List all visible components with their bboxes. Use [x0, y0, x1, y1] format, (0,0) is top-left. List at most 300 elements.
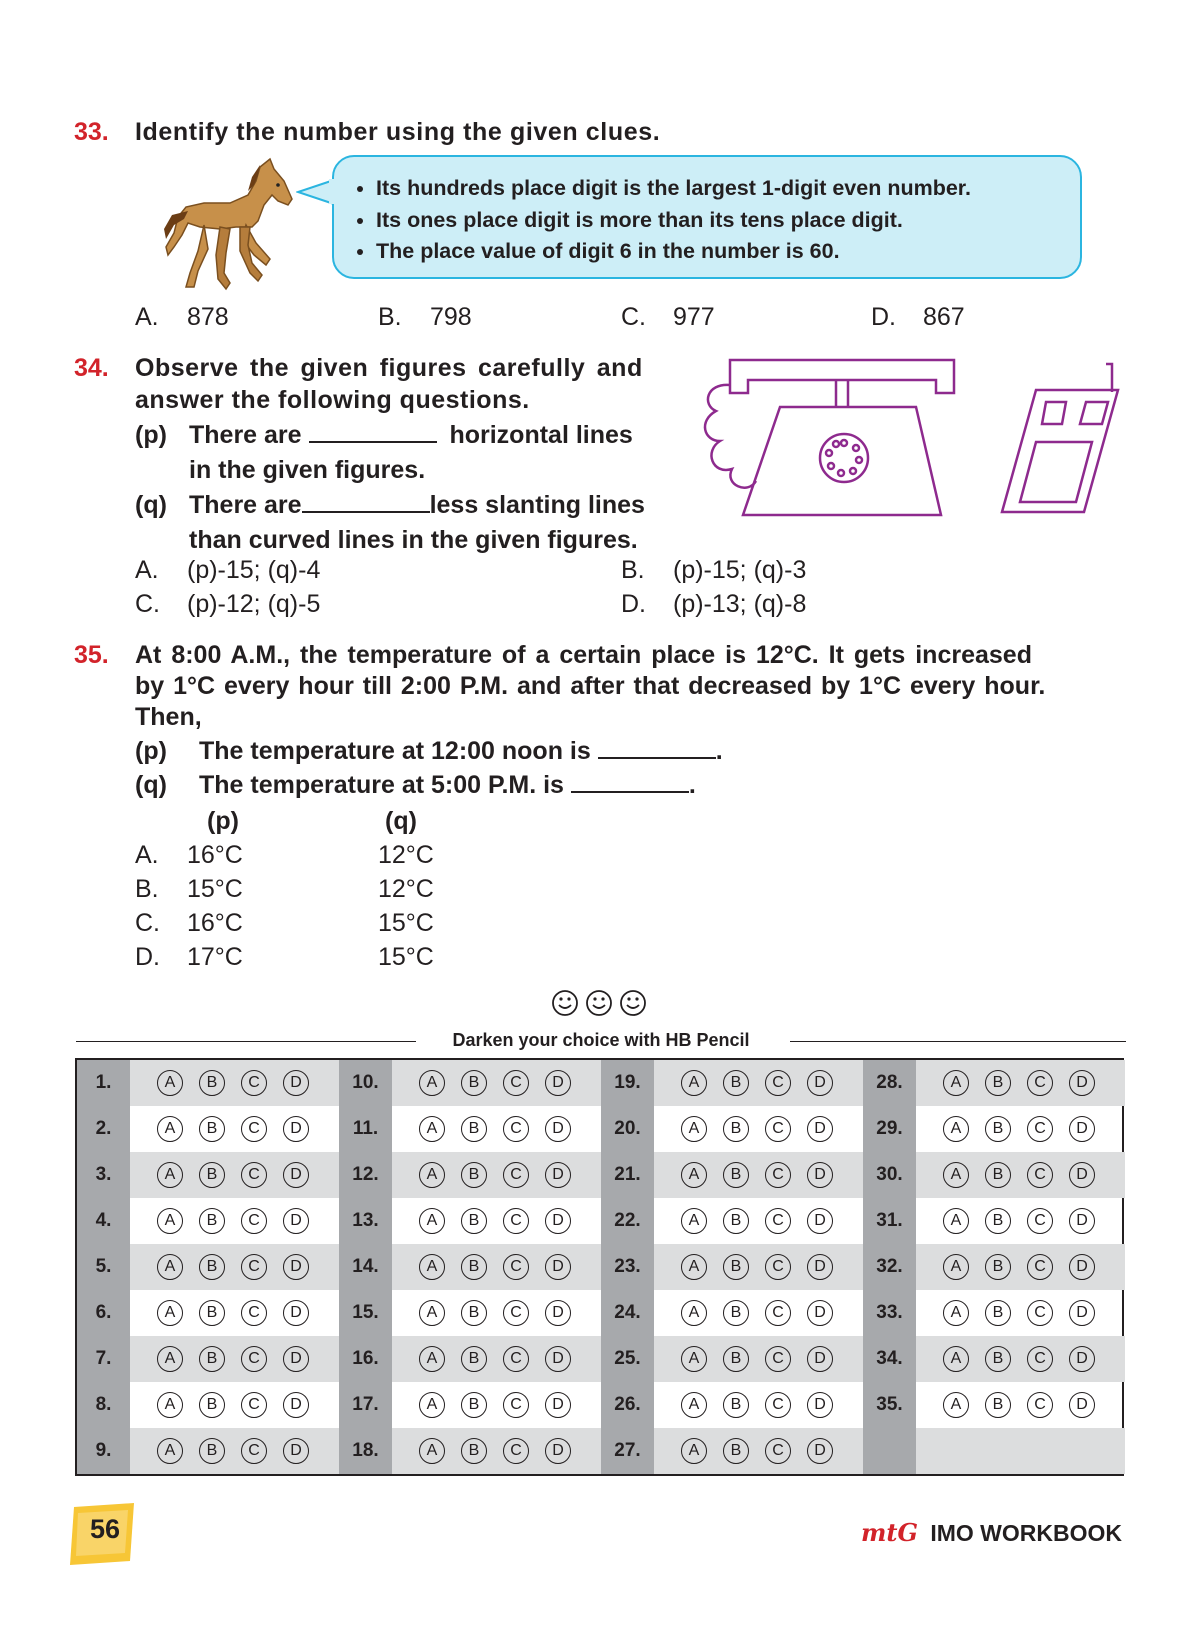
brand	[861, 1518, 1122, 1547]
page-number: 56	[89, 1514, 121, 1544]
question-number: 32.	[863, 1244, 916, 1290]
choice-bubble-b[interactable]: B	[199, 1070, 225, 1096]
option-letter: D.	[621, 590, 646, 618]
choice-bubble-d[interactable]: D	[807, 1070, 833, 1096]
q35-number: 35.	[74, 641, 109, 669]
clue-item: • The place value of digit 6 in the number is 60.	[376, 236, 1080, 268]
empty-choice-cell	[916, 1428, 1125, 1474]
choice-bubble-c[interactable]: C	[765, 1346, 791, 1372]
q34-q-line2: than curved lines in the given figures.	[189, 526, 638, 554]
choice-bubble-d[interactable]: D	[1069, 1116, 1095, 1142]
choice-bubble-a[interactable]: A	[943, 1392, 969, 1418]
choice-bubble-b[interactable]: B	[461, 1116, 487, 1142]
clue-item: • Its hundreds place digit is the largest 1-digit even number.	[376, 173, 1080, 205]
question-number: 33.	[863, 1290, 916, 1336]
choice-bubble-a[interactable]: A	[681, 1300, 707, 1326]
choice-bubble-d[interactable]: D	[807, 1438, 833, 1464]
choice-bubbles	[916, 1336, 1125, 1382]
choice-bubble-d[interactable]: D	[283, 1070, 309, 1096]
q34-p-line2: in the given figures.	[189, 456, 426, 484]
choice-bubble-a[interactable]: A	[157, 1162, 183, 1188]
choice-bubble-c[interactable]: C	[1027, 1162, 1053, 1188]
answer-row	[339, 1106, 601, 1152]
choice-bubble-a[interactable]: A	[157, 1116, 183, 1142]
q34-option-d	[621, 590, 806, 619]
choice-bubbles	[130, 1244, 339, 1290]
q35-line2: by 1°C every hour till 2:00 P.M. and after that decreased by 1°C every hour.	[135, 672, 1046, 700]
option-p: 16°C	[187, 909, 243, 937]
option-value: 878	[187, 303, 229, 331]
choice-bubbles	[130, 1382, 339, 1428]
choice-bubble-a[interactable]: A	[681, 1254, 707, 1280]
answer-row	[863, 1382, 1125, 1428]
q35-p-period: .	[715, 737, 723, 765]
answer-row	[863, 1244, 1125, 1290]
answer-row	[77, 1290, 339, 1336]
choice-bubbles	[654, 1382, 863, 1428]
brand-logo: mtG	[860, 1518, 918, 1547]
choice-bubble-b[interactable]: B	[461, 1162, 487, 1188]
choice-bubble-c[interactable]: C	[503, 1116, 529, 1142]
question-number: 35.	[863, 1382, 916, 1428]
smiley-icons	[550, 988, 650, 1018]
option-value: 977	[673, 303, 715, 331]
choice-bubble-b[interactable]: B	[985, 1070, 1011, 1096]
choice-bubble-b[interactable]: B	[461, 1392, 487, 1418]
choice-bubble-c[interactable]: C	[503, 1208, 529, 1234]
question-number: 20.	[601, 1106, 654, 1152]
choice-bubble-a[interactable]: A	[943, 1254, 969, 1280]
choice-bubble-d[interactable]: D	[807, 1254, 833, 1280]
choice-bubble-d[interactable]: D	[1069, 1346, 1095, 1372]
choice-bubbles	[392, 1106, 601, 1152]
option-letter: A.	[135, 556, 159, 584]
choice-bubbles	[916, 1106, 1125, 1152]
answer-row	[863, 1060, 1125, 1106]
choice-bubbles	[392, 1428, 601, 1474]
telephone-figure	[698, 355, 956, 520]
option-letter: C.	[135, 909, 160, 937]
choice-bubbles	[654, 1198, 863, 1244]
choice-bubble-a[interactable]: A	[419, 1208, 445, 1234]
question-number: 19.	[601, 1060, 654, 1106]
choice-bubble-c[interactable]: C	[1027, 1346, 1053, 1372]
choice-bubble-a[interactable]: A	[943, 1070, 969, 1096]
choice-bubble-d[interactable]: D	[283, 1162, 309, 1188]
empty-number-cell	[863, 1428, 916, 1474]
answer-row	[77, 1382, 339, 1428]
choice-bubble-d[interactable]: D	[545, 1438, 571, 1464]
choice-bubble-b[interactable]: B	[199, 1254, 225, 1280]
choice-bubble-b[interactable]: B	[723, 1392, 749, 1418]
choice-bubble-d[interactable]: D	[283, 1116, 309, 1142]
choice-bubble-a[interactable]: A	[157, 1070, 183, 1096]
choice-bubble-d[interactable]: D	[807, 1300, 833, 1326]
choice-bubble-a[interactable]: A	[681, 1438, 707, 1464]
choice-bubble-c[interactable]: C	[241, 1162, 267, 1188]
question-number: 2.	[77, 1106, 130, 1152]
choice-bubbles	[916, 1290, 1125, 1336]
q35-p-text: The temperature at 12:00 noon is	[199, 737, 591, 765]
question-number: 34.	[863, 1336, 916, 1382]
choice-bubble-d[interactable]: D	[1069, 1162, 1095, 1188]
q35-q-line	[199, 771, 696, 800]
choice-bubble-d[interactable]: D	[1069, 1208, 1095, 1234]
question-number: 14.	[339, 1244, 392, 1290]
choice-bubble-b[interactable]: B	[199, 1116, 225, 1142]
choice-bubble-d[interactable]: D	[807, 1346, 833, 1372]
choice-bubble-a[interactable]: A	[419, 1438, 445, 1464]
choice-bubbles	[130, 1428, 339, 1474]
q33-option-d	[871, 303, 965, 332]
choice-bubble-d[interactable]: D	[545, 1162, 571, 1188]
q34-p-label: (p)	[135, 421, 167, 449]
option-letter: C.	[135, 590, 160, 618]
choice-bubbles	[392, 1198, 601, 1244]
question-number: 13.	[339, 1198, 392, 1244]
choice-bubble-b[interactable]: B	[723, 1438, 749, 1464]
option-letter: B.	[621, 556, 645, 584]
question-number: 24.	[601, 1290, 654, 1336]
choice-bubble-c[interactable]: C	[765, 1300, 791, 1326]
clue-bubble	[332, 155, 1082, 279]
choice-bubble-a[interactable]: A	[157, 1438, 183, 1464]
choice-bubbles	[916, 1060, 1125, 1106]
choice-bubble-d[interactable]: D	[1069, 1070, 1095, 1096]
answer-row	[339, 1152, 601, 1198]
choice-bubble-b[interactable]: B	[199, 1346, 225, 1372]
choice-bubble-a[interactable]: A	[681, 1162, 707, 1188]
choice-bubble-d[interactable]: D	[283, 1254, 309, 1280]
choice-bubbles	[654, 1060, 863, 1106]
choice-bubbles	[916, 1152, 1125, 1198]
choice-bubble-c[interactable]: C	[241, 1346, 267, 1372]
q34-line1: Observe the given figures carefully and	[135, 354, 643, 382]
question-number: 18.	[339, 1428, 392, 1474]
choice-bubble-b[interactable]: B	[199, 1438, 225, 1464]
choice-bubble-d[interactable]: D	[1069, 1392, 1095, 1418]
choice-bubble-c[interactable]: C	[503, 1392, 529, 1418]
choice-bubble-a[interactable]: A	[681, 1070, 707, 1096]
answer-column	[77, 1060, 339, 1474]
choice-bubble-c[interactable]: C	[765, 1208, 791, 1234]
q34-q-label: (q)	[135, 491, 167, 519]
q35-q-blank	[571, 771, 689, 793]
choice-bubble-a[interactable]: A	[943, 1162, 969, 1188]
choice-bubble-b[interactable]: B	[723, 1162, 749, 1188]
choice-bubbles	[916, 1244, 1125, 1290]
mobile-phone-figure	[1000, 362, 1120, 517]
choice-bubble-a[interactable]: A	[943, 1208, 969, 1234]
choice-bubbles	[654, 1428, 863, 1474]
q35-line3: Then,	[135, 703, 202, 731]
choice-bubble-c[interactable]: C	[1027, 1392, 1053, 1418]
choice-bubble-b[interactable]: B	[461, 1208, 487, 1234]
choice-bubble-a[interactable]: A	[419, 1070, 445, 1096]
choice-bubble-b[interactable]: B	[199, 1300, 225, 1326]
question-number: 5.	[77, 1244, 130, 1290]
choice-bubble-c[interactable]: C	[1027, 1070, 1053, 1096]
choice-bubble-a[interactable]: A	[157, 1254, 183, 1280]
choice-bubble-b[interactable]: B	[985, 1162, 1011, 1188]
choice-bubble-a[interactable]: A	[157, 1346, 183, 1372]
answer-row	[601, 1244, 863, 1290]
question-number: 29.	[863, 1106, 916, 1152]
choice-bubbles	[130, 1106, 339, 1152]
choice-bubble-b[interactable]: B	[461, 1346, 487, 1372]
choice-bubble-c[interactable]: C	[241, 1392, 267, 1418]
choice-bubble-d[interactable]: D	[283, 1392, 309, 1418]
choice-bubble-a[interactable]: A	[419, 1116, 445, 1142]
bubble-pointer-mask	[329, 178, 335, 206]
choice-bubble-c[interactable]: C	[503, 1300, 529, 1326]
answer-row	[601, 1060, 863, 1106]
option-value: (p)-15; (q)-3	[673, 556, 807, 584]
choice-bubble-b[interactable]: B	[985, 1346, 1011, 1372]
choice-bubble-c[interactable]: C	[765, 1254, 791, 1280]
question-number: 12.	[339, 1152, 392, 1198]
choice-bubble-a[interactable]: A	[681, 1208, 707, 1234]
choice-bubbles	[392, 1152, 601, 1198]
clue-item: • Its ones place digit is more than its tens place digit.	[376, 205, 1080, 237]
choice-bubble-d[interactable]: D	[807, 1392, 833, 1418]
option-p: 15°C	[187, 875, 243, 903]
question-number: 4.	[77, 1198, 130, 1244]
q35-q-label: (q)	[135, 771, 167, 799]
question-number: 31.	[863, 1198, 916, 1244]
choice-bubbles	[130, 1152, 339, 1198]
choice-bubble-c[interactable]: C	[241, 1438, 267, 1464]
choice-bubble-b[interactable]: B	[985, 1116, 1011, 1142]
answer-column	[601, 1060, 863, 1474]
choice-bubble-d[interactable]: D	[545, 1254, 571, 1280]
choice-bubble-c[interactable]: C	[503, 1438, 529, 1464]
choice-bubble-a[interactable]: A	[157, 1208, 183, 1234]
choice-bubble-c[interactable]: C	[241, 1208, 267, 1234]
answer-row	[601, 1106, 863, 1152]
choice-bubble-b[interactable]: B	[723, 1254, 749, 1280]
choice-bubble-c[interactable]: C	[241, 1254, 267, 1280]
choice-bubble-c[interactable]: C	[1027, 1116, 1053, 1142]
question-number: 26.	[601, 1382, 654, 1428]
choice-bubble-a[interactable]: A	[943, 1116, 969, 1142]
answer-row	[77, 1244, 339, 1290]
choice-bubble-b[interactable]: B	[461, 1438, 487, 1464]
choice-bubble-a[interactable]: A	[943, 1300, 969, 1326]
choice-bubble-c[interactable]: C	[765, 1162, 791, 1188]
q33-text: Identify the number using the given clues.	[135, 118, 661, 146]
answer-row	[339, 1244, 601, 1290]
answer-row	[863, 1290, 1125, 1336]
choice-bubble-a[interactable]: A	[943, 1346, 969, 1372]
choice-bubbles	[654, 1244, 863, 1290]
choice-bubble-b[interactable]: B	[985, 1254, 1011, 1280]
answer-row	[601, 1336, 863, 1382]
choice-bubbles	[654, 1290, 863, 1336]
answer-sheet-header	[76, 1030, 1126, 1054]
choice-bubble-d[interactable]: D	[807, 1208, 833, 1234]
question-number: 9.	[77, 1428, 130, 1474]
option-value: (p)-13; (q)-8	[673, 590, 807, 618]
option-p: 17°C	[187, 943, 243, 971]
answer-grid	[75, 1058, 1124, 1476]
answer-column	[863, 1060, 1125, 1474]
question-number: 21.	[601, 1152, 654, 1198]
choice-bubble-b[interactable]: B	[723, 1300, 749, 1326]
q35-head-q: (q)	[385, 807, 417, 835]
choice-bubble-a[interactable]: A	[157, 1300, 183, 1326]
choice-bubble-d[interactable]: D	[1069, 1300, 1095, 1326]
question-number: 27.	[601, 1428, 654, 1474]
choice-bubble-c[interactable]: C	[503, 1070, 529, 1096]
q35-option-a	[135, 841, 243, 870]
question-number: 17.	[339, 1382, 392, 1428]
q33-option-b	[378, 303, 472, 332]
q34-number: 34.	[74, 354, 109, 382]
q34-option-b	[621, 556, 806, 585]
q35-p-label: (p)	[135, 737, 167, 765]
choice-bubble-c[interactable]: C	[241, 1070, 267, 1096]
choice-bubble-b[interactable]: B	[723, 1070, 749, 1096]
q33-option-c	[621, 303, 715, 332]
choice-bubbles	[654, 1336, 863, 1382]
choice-bubble-b[interactable]: B	[723, 1208, 749, 1234]
choice-bubble-c[interactable]: C	[1027, 1300, 1053, 1326]
question-number: 23.	[601, 1244, 654, 1290]
choice-bubble-c[interactable]: C	[765, 1116, 791, 1142]
option-letter: B.	[378, 303, 402, 331]
answer-row	[339, 1198, 601, 1244]
choice-bubble-a[interactable]: A	[681, 1116, 707, 1142]
answer-row	[339, 1336, 601, 1382]
question-number: 7.	[77, 1336, 130, 1382]
choice-bubble-d[interactable]: D	[283, 1438, 309, 1464]
answer-row	[339, 1060, 601, 1106]
choice-bubble-d[interactable]: D	[283, 1208, 309, 1234]
choice-bubble-b[interactable]: B	[461, 1300, 487, 1326]
question-number: 22.	[601, 1198, 654, 1244]
choice-bubble-c[interactable]: C	[503, 1162, 529, 1188]
choice-bubble-c[interactable]: C	[241, 1116, 267, 1142]
choice-bubble-d[interactable]: D	[545, 1208, 571, 1234]
option-letter: A.	[135, 303, 159, 331]
choice-bubble-a[interactable]: A	[419, 1392, 445, 1418]
answer-row	[339, 1428, 601, 1474]
choice-bubble-d[interactable]: D	[545, 1300, 571, 1326]
choice-bubble-d[interactable]: D	[545, 1070, 571, 1096]
q34-p-blank	[309, 421, 437, 443]
choice-bubble-d[interactable]: D	[283, 1300, 309, 1326]
choice-bubble-a[interactable]: A	[419, 1346, 445, 1372]
option-p: 16°C	[187, 841, 243, 869]
q34-p-text-b: horizontal lines	[449, 421, 633, 449]
answer-row	[601, 1152, 863, 1198]
option-value: (p)-12; (q)-5	[187, 590, 321, 618]
q34-q-line1	[189, 491, 645, 520]
q35-option-c	[135, 909, 243, 938]
choice-bubble-b[interactable]: B	[985, 1392, 1011, 1418]
choice-bubble-d[interactable]: D	[1069, 1254, 1095, 1280]
choice-bubble-a[interactable]: A	[681, 1346, 707, 1372]
answer-row	[77, 1428, 339, 1474]
choice-bubble-c[interactable]: C	[765, 1438, 791, 1464]
choice-bubbles	[392, 1244, 601, 1290]
choice-bubble-a[interactable]: A	[419, 1300, 445, 1326]
choice-bubble-a[interactable]: A	[419, 1162, 445, 1188]
choice-bubble-b[interactable]: B	[199, 1162, 225, 1188]
choice-bubble-b[interactable]: B	[723, 1116, 749, 1142]
choice-bubble-d[interactable]: D	[545, 1116, 571, 1142]
choice-bubble-b[interactable]: B	[985, 1300, 1011, 1326]
q35-option-d	[135, 943, 243, 972]
choice-bubbles	[654, 1106, 863, 1152]
choice-bubble-c[interactable]: C	[503, 1254, 529, 1280]
answer-row	[77, 1106, 339, 1152]
q35-option-c-q: 15°C	[378, 909, 434, 937]
choice-bubble-b[interactable]: B	[723, 1346, 749, 1372]
answer-row	[77, 1198, 339, 1244]
question-number: 3.	[77, 1152, 130, 1198]
q35-q-period: .	[688, 771, 696, 799]
question-number: 8.	[77, 1382, 130, 1428]
choice-bubbles	[130, 1336, 339, 1382]
question-number: 6.	[77, 1290, 130, 1336]
choice-bubble-b[interactable]: B	[985, 1208, 1011, 1234]
choice-bubble-d[interactable]: D	[807, 1116, 833, 1142]
choice-bubble-b[interactable]: B	[199, 1208, 225, 1234]
choice-bubble-c[interactable]: C	[1027, 1208, 1053, 1234]
choice-bubble-c[interactable]: C	[765, 1070, 791, 1096]
choice-bubble-a[interactable]: A	[681, 1392, 707, 1418]
choice-bubbles	[392, 1382, 601, 1428]
choice-bubble-b[interactable]: B	[461, 1070, 487, 1096]
q35-q-text: The temperature at 5:00 P.M. is	[199, 771, 564, 799]
question-number: 15.	[339, 1290, 392, 1336]
choice-bubble-b[interactable]: B	[199, 1392, 225, 1418]
choice-bubble-a[interactable]: A	[157, 1392, 183, 1418]
choice-bubble-c[interactable]: C	[1027, 1254, 1053, 1280]
choice-bubble-c[interactable]: C	[503, 1346, 529, 1372]
q34-option-a	[135, 556, 320, 585]
question-number: 1.	[77, 1060, 130, 1106]
divider	[790, 1041, 1126, 1042]
choice-bubble-b[interactable]: B	[461, 1254, 487, 1280]
q34-q-text-b: less slanting lines	[429, 491, 645, 519]
q34-p-text-a: There are	[189, 421, 302, 449]
choice-bubble-c[interactable]: C	[765, 1392, 791, 1418]
choice-bubble-d[interactable]: D	[283, 1346, 309, 1372]
option-letter: A.	[135, 841, 159, 869]
question-number: 30.	[863, 1152, 916, 1198]
choice-bubbles	[916, 1198, 1125, 1244]
answer-row	[601, 1198, 863, 1244]
choice-bubble-d[interactable]: D	[807, 1162, 833, 1188]
choice-bubbles	[654, 1152, 863, 1198]
choice-bubble-d[interactable]: D	[545, 1392, 571, 1418]
q33-number: 33.	[74, 118, 109, 146]
choice-bubble-c[interactable]: C	[241, 1300, 267, 1326]
answer-row	[77, 1060, 339, 1106]
option-letter: C.	[621, 303, 646, 331]
option-value: (p)-15; (q)-4	[187, 556, 321, 584]
answer-row	[863, 1152, 1125, 1198]
answer-row	[601, 1382, 863, 1428]
option-letter: D.	[871, 303, 896, 331]
choice-bubble-d[interactable]: D	[545, 1346, 571, 1372]
answer-row	[863, 1198, 1125, 1244]
q34-line2: answer the following questions.	[135, 386, 530, 414]
choice-bubble-a[interactable]: A	[419, 1254, 445, 1280]
